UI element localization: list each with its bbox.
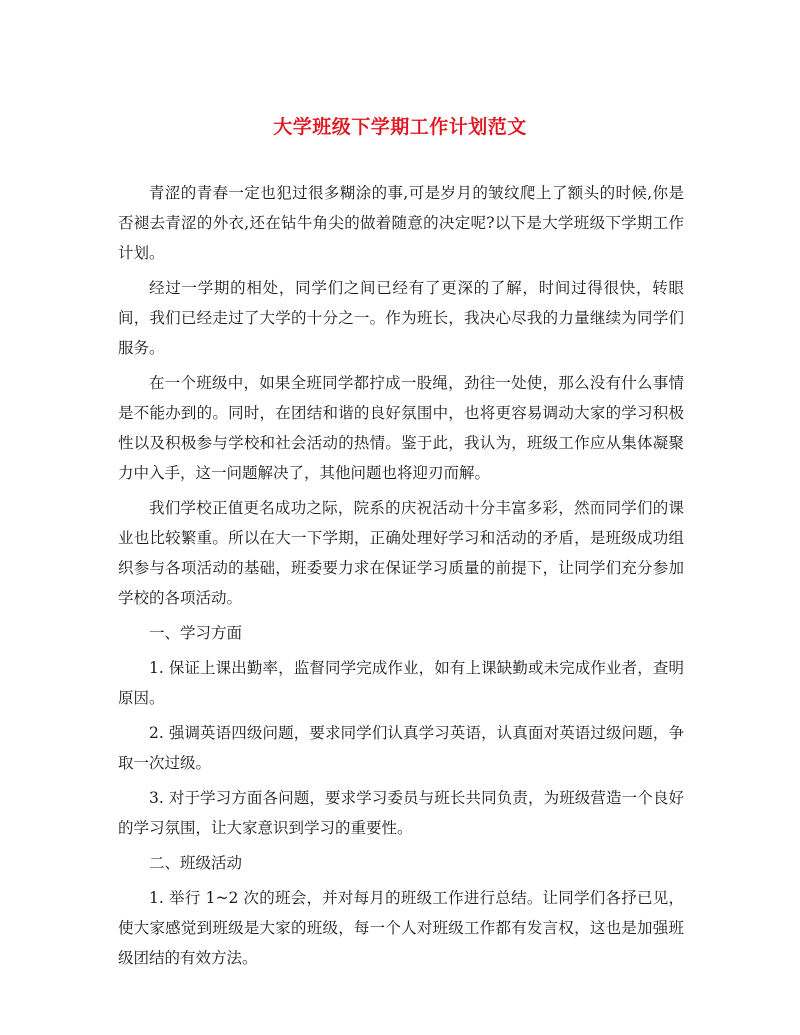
body-paragraph: 我们学校正值更名成功之际，院系的庆祝活动十分丰富多彩，然而同学们的课业也比较繁重。所以在大一下学期，正确处理好学习和活动的矛盾，是班级成功组织参与各项活动的基础，班委要力求在保证学习质量的前提下，让同学们充分参加学校的各项活动。 (118, 499, 684, 607)
document-title: 大学班级下学期工作计划范文 (273, 116, 527, 138)
list-item: 1. 保证上课出勤率，监督同学完成作业，如有上课缺勤或未完成作业者，查明原因。 (118, 659, 684, 707)
body-paragraph: 在一个班级中，如果全班同学都拧成一股绳，劲往一处使，那么没有什么事情是不能办到的。同时，在团结和谐的良好氛围中，也将更容易调动大家的学习积极性以及积极参与学校和社会活动的热情。鉴于此，我认为，班级工作应从集体凝聚力中入手，这一问题解决了，其他问题也将迎刃而解。 (118, 374, 684, 482)
list-item: 2. 强调英语四级问题，要求同学们认真学习英语，认真面对英语过级问题，争取一次过级。 (118, 724, 684, 772)
document-body (118, 178, 684, 978)
section-heading-activities: 二、班级活动 (149, 854, 243, 872)
body-paragraph: 经过一学期的相处，同学们之间已经有了更深的了解，时间过得很快，转眼间，我们已经走过了大学的十分之一。作为班长，我决心尽我的力量继续为同学们服务。 (118, 279, 684, 357)
list-item: 3. 对于学习方面各问题，要求学习委员与班长共同负责，为班级营造一个良好的学习氛围，让大家意识到学习的重要性。 (118, 789, 684, 837)
section-heading-study: 一、学习方面 (149, 624, 243, 642)
intro-paragraph: 青涩的青春一定也犯过很多糊涂的事,可是岁月的皱纹爬上了额头的时候,你是否褪去青涩的外衣,还在钻牛角尖的做着随意的决定呢?以下是大学班级下学期工作计划。 (118, 184, 684, 262)
list-item: 1. 举行 1~2 次的班会，并对每月的班级工作进行总结。让同学们各抒已见，使大家感觉到班级是大家的班级，每一个人对班级工作都有发言权，这也是加强班级团结的有效方法。 (118, 889, 684, 967)
